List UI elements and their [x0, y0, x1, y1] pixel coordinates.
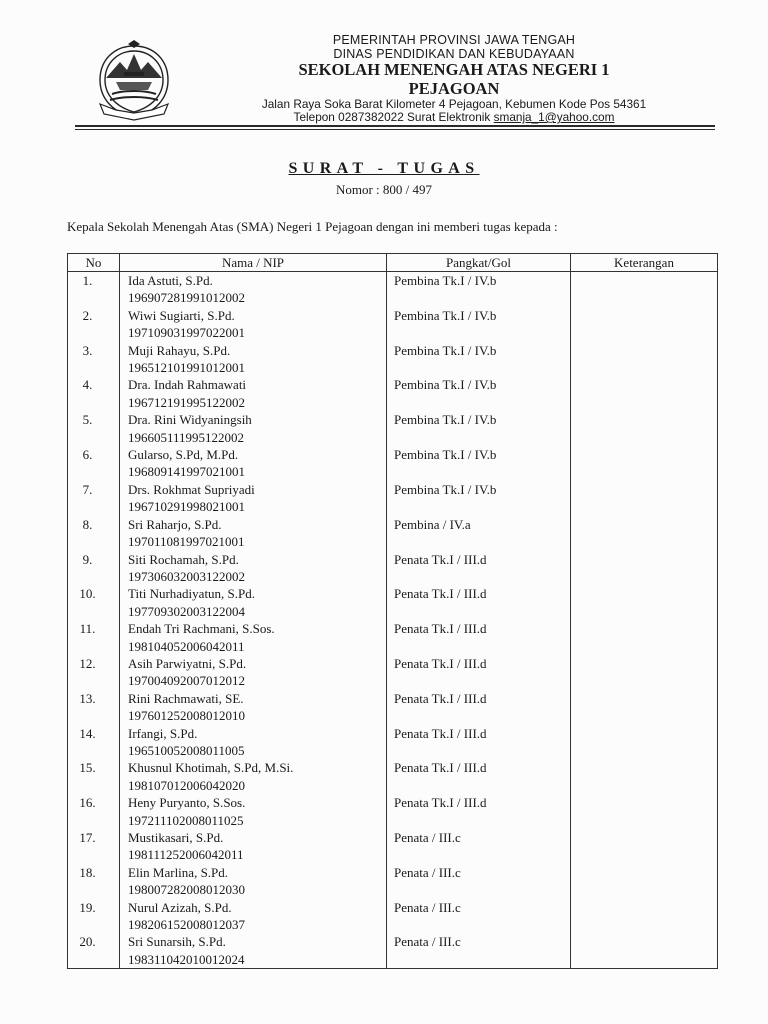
employee-nip: 198206152008012037 — [128, 917, 245, 933]
employee-rank: Pembina / IV.a — [387, 516, 571, 551]
employee-name: Ida Astuti, S.Pd. — [128, 273, 213, 288]
table-row — [68, 829, 718, 864]
employee-nip: 197011081997021001 — [128, 534, 245, 550]
employee-nip: 196712191995122002 — [128, 394, 245, 410]
employee-nip: 198311042010012024 — [128, 951, 245, 967]
letterhead-department: DINAS PENDIDIKAN DAN KEBUDAYAAN — [333, 47, 575, 61]
employee-nip: 197004092007012012 — [128, 673, 245, 689]
employee-name: Sri Raharjo, S.Pd. — [128, 516, 222, 532]
row-name-nip — [120, 307, 387, 342]
row-number: 9. — [68, 551, 120, 586]
assignment-table — [67, 253, 718, 969]
row-name-nip — [120, 794, 387, 829]
row-name-nip — [120, 759, 387, 794]
row-number: 6. — [68, 446, 120, 481]
employee-rank: Penata / III.c — [387, 864, 571, 899]
employee-name: Heny Puryanto, S.Sos. — [128, 795, 246, 811]
document-number: Nomor : 800 / 497 — [335, 182, 433, 197]
table-row — [68, 725, 718, 760]
employee-name: Irfangi, S.Pd. — [128, 725, 198, 741]
employee-name: Siti Rochamah, S.Pd. — [128, 551, 239, 567]
row-number: 2. — [68, 307, 120, 342]
employee-name: Dra. Indah Rahmawati — [128, 377, 247, 393]
employee-name: Endah Tri Rachmani, S.Sos. — [128, 621, 275, 637]
header-pangkat: Pangkat/Gol — [387, 254, 571, 272]
row-name-nip — [120, 272, 387, 307]
row-remarks — [571, 516, 718, 551]
header-keterangan: Keterangan — [571, 254, 718, 272]
row-name-nip — [120, 411, 387, 446]
table-row — [68, 481, 718, 516]
row-name-nip — [120, 551, 387, 586]
row-number: 14. — [68, 725, 120, 760]
employee-rank: Penata / III.c — [387, 829, 571, 864]
letterhead-divider-thick — [75, 125, 715, 127]
row-number: 20. — [68, 933, 120, 968]
row-number: 12. — [68, 655, 120, 690]
employee-rank: Penata Tk.I / III.d — [387, 794, 571, 829]
row-remarks — [571, 481, 718, 516]
row-remarks — [571, 446, 718, 481]
table-row — [68, 794, 718, 829]
row-name-nip — [120, 829, 387, 864]
employee-rank: Pembina Tk.I / IV.b — [387, 342, 571, 377]
employee-name: Asih Parwiyatni, S.Pd. — [128, 655, 247, 671]
employee-rank: Pembina Tk.I / IV.b — [387, 481, 571, 516]
employee-name: Sri Sunarsih, S.Pd. — [128, 934, 226, 950]
table-header-row — [68, 254, 718, 272]
letterhead-email: smanja_1@yahoo.com — [493, 110, 615, 124]
row-remarks — [571, 933, 718, 968]
document-title — [0, 160, 768, 178]
table-row — [68, 620, 718, 655]
row-number: 18. — [68, 864, 120, 899]
employee-rank: Penata Tk.I / III.d — [387, 690, 571, 725]
row-remarks — [571, 620, 718, 655]
employee-rank: Penata Tk.I / III.d — [387, 759, 571, 794]
row-remarks — [571, 411, 718, 446]
row-remarks — [571, 272, 718, 307]
row-number: 7. — [68, 481, 120, 516]
row-number: 15. — [68, 759, 120, 794]
letterhead-school-name: SEKOLAH MENENGAH ATAS NEGERI 1 — [298, 60, 610, 79]
letterhead-phone: Telepon 0287382022 Surat Elektronik — [293, 110, 494, 124]
employee-nip: 196710291998021001 — [128, 499, 245, 515]
table-body — [68, 272, 718, 969]
employee-rank: Pembina Tk.I / IV.b — [387, 411, 571, 446]
row-number: 17. — [68, 829, 120, 864]
letterhead-address: Jalan Raya Soka Barat Kilometer 4 Pejagoan, Kebumen Kode Pos 54361 — [261, 97, 647, 111]
employee-nip: 197211102008011025 — [128, 812, 244, 828]
row-name-nip — [120, 446, 387, 481]
row-number: 16. — [68, 794, 120, 829]
employee-rank: Penata / III.c — [387, 899, 571, 934]
employee-name: Gularso, S.Pd, M.Pd. — [128, 447, 239, 463]
table-row — [68, 759, 718, 794]
row-remarks — [571, 794, 718, 829]
table-row — [68, 342, 718, 377]
table-row — [68, 376, 718, 411]
row-remarks — [571, 376, 718, 411]
row-name-nip — [120, 516, 387, 551]
header-no: No — [68, 254, 120, 272]
table-row — [68, 864, 718, 899]
employee-rank: Pembina Tk.I / IV.b — [387, 446, 571, 481]
row-remarks — [571, 342, 718, 377]
intro-paragraph: Kepala Sekolah Menengah Atas (SMA) Negeri 1 Pejagoan dengan ini memberi tugas kepada : — [67, 219, 558, 234]
employee-name: Mustikasari, S.Pd. — [128, 830, 224, 845]
row-remarks — [571, 899, 718, 934]
employee-nip: 198111252006042011 — [128, 847, 244, 863]
employee-rank: Pembina Tk.I / IV.b — [387, 376, 571, 411]
row-remarks — [571, 759, 718, 794]
row-remarks — [571, 864, 718, 899]
employee-rank: Penata Tk.I / III.d — [387, 585, 571, 620]
row-name-nip — [120, 620, 387, 655]
employee-name: Rini Rachmawati, SE. — [128, 690, 244, 706]
header-nama-nip: Nama / NIP — [120, 254, 387, 272]
employee-rank: Penata Tk.I / III.d — [387, 655, 571, 690]
employee-name: Muji Rahayu, S.Pd. — [128, 342, 231, 358]
employee-rank: Pembina Tk.I / IV.b — [387, 307, 571, 342]
row-remarks — [571, 690, 718, 725]
row-number: 3. — [68, 342, 120, 377]
row-remarks — [571, 585, 718, 620]
row-remarks — [571, 829, 718, 864]
row-remarks — [571, 725, 718, 760]
row-number: 19. — [68, 899, 120, 934]
letterhead-school-place: PEJAGOAN — [408, 79, 500, 98]
employee-name: Nurul Azizah, S.Pd. — [128, 899, 232, 915]
employee-rank: Penata / III.c — [387, 933, 571, 968]
table-row — [68, 585, 718, 620]
row-number: 1. — [68, 272, 120, 307]
employee-nip: 196512101991012001 — [128, 360, 245, 376]
employee-rank: Penata Tk.I / III.d — [387, 725, 571, 760]
employee-name: Titi Nurhadiyatun, S.Pd. — [128, 586, 256, 602]
letterhead-divider-thin — [75, 129, 715, 130]
row-number: 11. — [68, 620, 120, 655]
row-remarks — [571, 655, 718, 690]
letterhead-contact — [196, 110, 712, 124]
employee-nip: 198007282008012030 — [128, 882, 245, 898]
employee-name: Wiwi Sugiarti, S.Pd. — [128, 307, 235, 323]
row-remarks — [571, 551, 718, 586]
row-name-nip — [120, 376, 387, 411]
row-name-nip — [120, 655, 387, 690]
row-name-nip — [120, 342, 387, 377]
row-number: 5. — [68, 411, 120, 446]
employee-name: Dra. Rini Widyaningsih — [128, 412, 252, 428]
employee-nip: 196510052008011005 — [128, 742, 245, 758]
document-title-text: SURAT - TUGAS — [288, 160, 480, 177]
table-row — [68, 655, 718, 690]
table-row — [68, 690, 718, 725]
row-name-nip — [120, 933, 387, 968]
row-name-nip — [120, 481, 387, 516]
employee-name: Drs. Rokhmat Supriyadi — [128, 481, 255, 497]
employee-rank: Pembina Tk.I / IV.b — [387, 272, 571, 307]
employee-nip: 198104052006042011 — [128, 638, 245, 654]
row-remarks — [571, 307, 718, 342]
employee-name: Khusnul Khotimah, S.Pd, M.Si. — [128, 760, 294, 776]
employee-nip: 197709302003122004 — [128, 603, 245, 619]
employee-name: Elin Marlina, S.Pd. — [128, 864, 229, 880]
row-name-nip — [120, 585, 387, 620]
row-number: 13. — [68, 690, 120, 725]
employee-nip: 197306032003122002 — [128, 568, 245, 584]
row-name-nip — [120, 864, 387, 899]
employee-nip: 197109031997022001 — [128, 325, 245, 341]
table-row — [68, 516, 718, 551]
employee-rank: Penata Tk.I / III.d — [387, 551, 571, 586]
row-name-nip — [120, 725, 387, 760]
employee-nip: 197601252008012010 — [128, 708, 245, 724]
coat-of-arms-logo — [94, 40, 174, 124]
table-row — [68, 551, 718, 586]
table-row — [68, 446, 718, 481]
employee-nip: 196809141997021001 — [128, 464, 245, 480]
table-row — [68, 411, 718, 446]
row-number: 10. — [68, 585, 120, 620]
table-row — [68, 307, 718, 342]
row-number: 4. — [68, 376, 120, 411]
table-row — [68, 933, 718, 968]
employee-rank: Penata Tk.I / III.d — [387, 620, 571, 655]
employee-nip: 196605111995122002 — [128, 429, 245, 445]
row-name-nip — [120, 690, 387, 725]
table-row — [68, 899, 718, 934]
employee-nip: 196907281991012002 — [128, 290, 245, 306]
row-name-nip — [120, 899, 387, 934]
row-number: 8. — [68, 516, 120, 551]
letterhead-government: PEMERINTAH PROVINSI JAWA TENGAH — [332, 33, 576, 47]
employee-nip: 198107012006042020 — [128, 777, 245, 793]
table-row — [68, 272, 718, 307]
